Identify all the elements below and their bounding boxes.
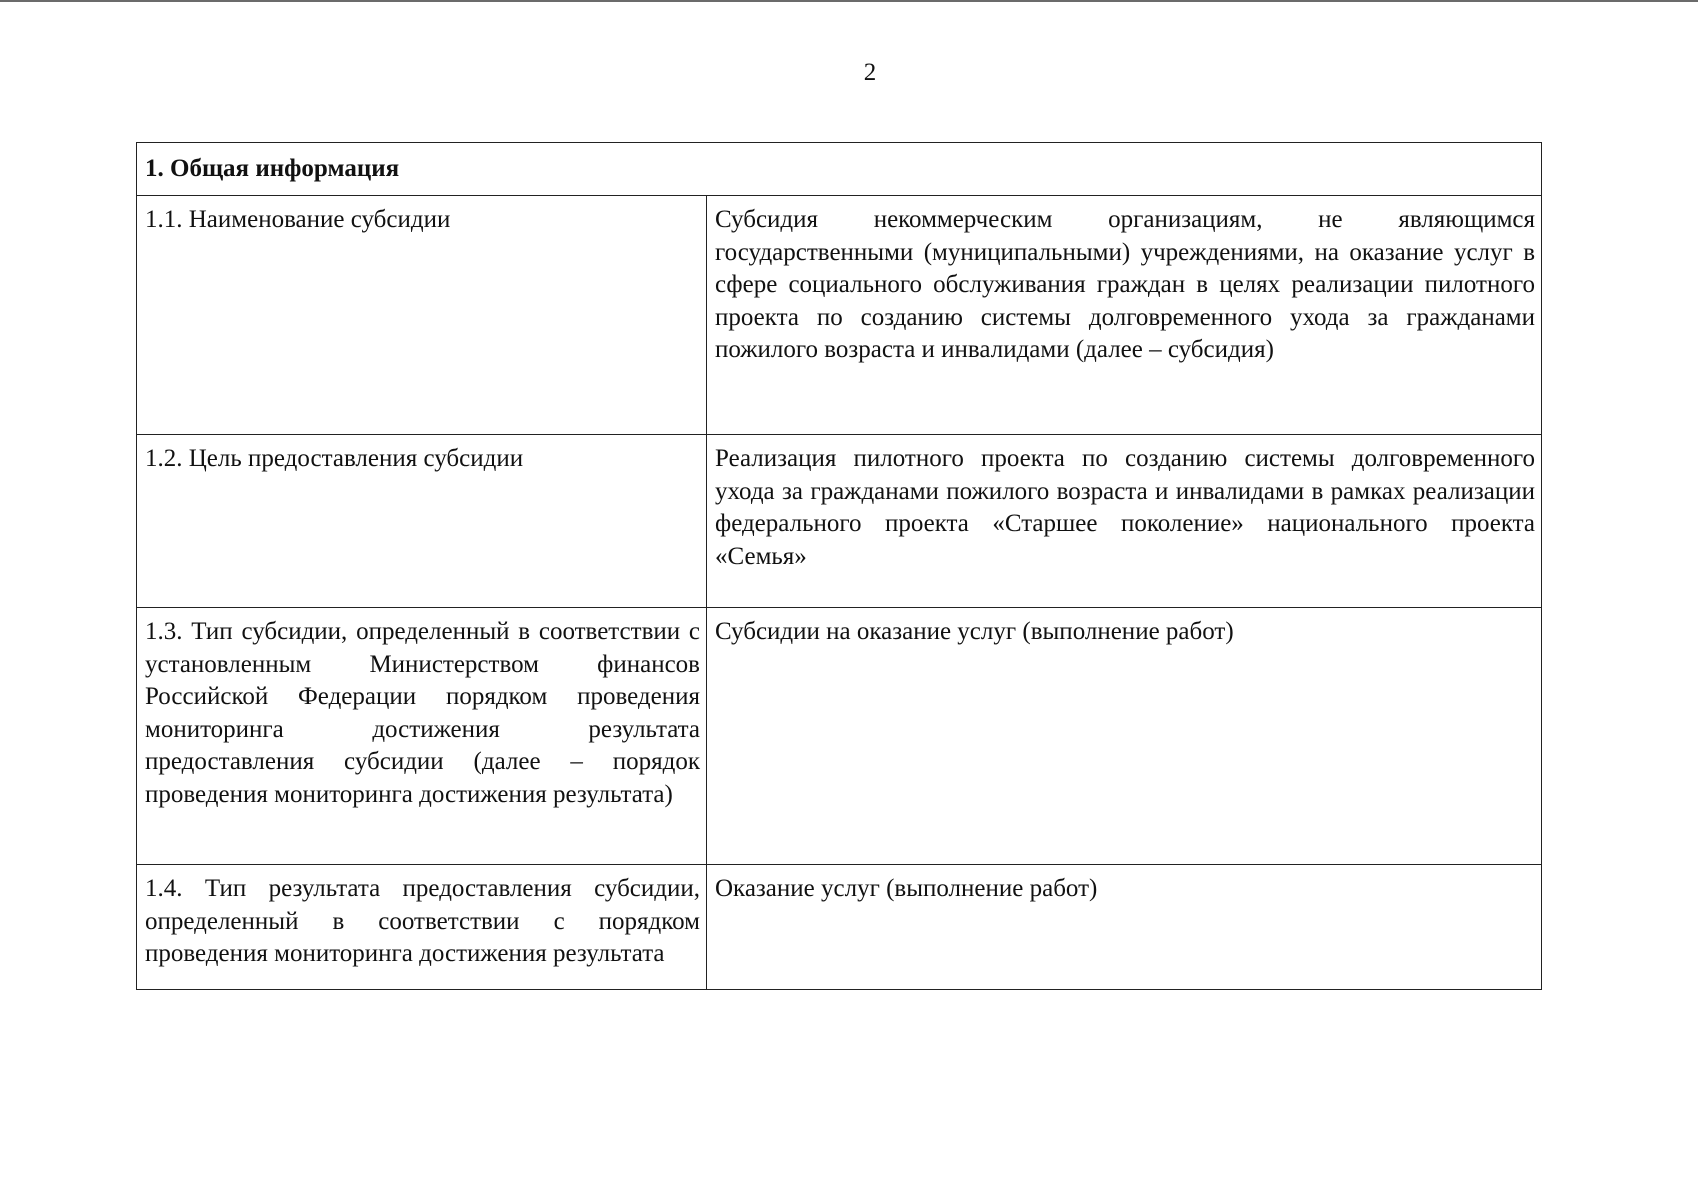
row-label-subsidy-type: 1.3. Тип субсидии, определенный в соответствии с установленным Министерством финансов Российской Федерации порядком проведения мониторинга достижения результата предоставления субсидии (далее – порядок проведения мониторинга достижения результата)	[137, 608, 707, 865]
section-header-row	[137, 143, 1542, 196]
row-value-subsidy-name: Субсидия некоммерческим организациям, не являющимся государственными (муниципальными) учреждениями, на оказание услуг в сфере социального обслуживания граждан в целях реализации пилотного проекта по созданию системы долговременного ухода за гражданами пожилого возраста и инвалидами (далее – субсидия)	[707, 196, 1542, 435]
table-row	[137, 608, 1542, 865]
row-value-subsidy-type: Субсидии на оказание услуг (выполнение работ)	[707, 608, 1542, 865]
section-title: 1. Общая информация	[137, 143, 1542, 196]
row-value-result-type: Оказание услуг (выполнение работ)	[707, 865, 1542, 990]
page-number: 2	[863, 59, 877, 86]
table-row	[137, 435, 1542, 608]
table-row	[137, 196, 1542, 435]
row-label-subsidy-name: 1.1. Наименование субсидии	[137, 196, 707, 435]
table-row	[137, 865, 1542, 990]
row-label-result-type: 1.4. Тип результата предоставления субсидии, определенный в соответствии с порядком проведения мониторинга достижения результата	[137, 865, 707, 990]
scan-top-edge	[0, 0, 1698, 2]
general-info-table	[136, 142, 1542, 990]
row-label-subsidy-purpose: 1.2. Цель предоставления субсидии	[137, 435, 707, 608]
row-value-subsidy-purpose: Реализация пилотного проекта по созданию системы долговременного ухода за гражданами пожилого возраста и инвалидами в рамках реализации федерального проекта «Старшее поколение» национального проекта «Семья»	[707, 435, 1542, 608]
